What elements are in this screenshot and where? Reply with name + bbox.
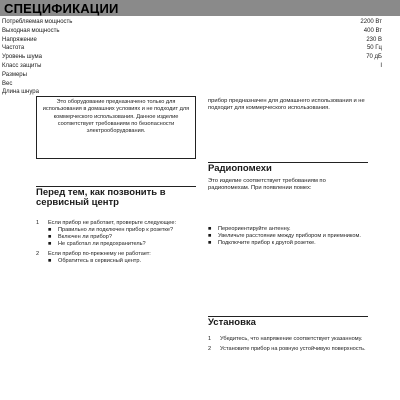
sub-item (36, 234, 196, 241)
bullet-icon: ■ (208, 226, 212, 232)
spec-row (0, 36, 400, 45)
section-title-install (208, 316, 368, 328)
bullet-icon: ■ (48, 234, 52, 240)
section-title-before-service (36, 186, 196, 208)
bullet-icon: ■ (48, 258, 52, 264)
spec-label: Напряжение (2, 36, 37, 43)
notice-text: Это оборудование предназначено только для использования в домашних условиях и не подходит для коммерческого использования. Данное изделие соответствует требованиям по безопасности электрооборудования. (42, 99, 190, 135)
item-number: 2 (36, 251, 40, 257)
list-item (208, 336, 366, 343)
spec-label: Вес (2, 80, 13, 87)
before-service-list (36, 220, 196, 265)
spec-row (0, 44, 400, 53)
spec-value: 230 В (366, 36, 382, 43)
radio-list (208, 226, 366, 247)
list-item (208, 233, 366, 240)
install-list (208, 336, 366, 353)
section-title-text: Перед тем, как позвонить в сервисный центр (36, 187, 166, 208)
sub-item-text: Правильно ли подключен прибор к розетке? (58, 227, 174, 233)
sub-item-text: Не сработал ли предохранитель? (58, 241, 146, 247)
item-text: Если прибор не работает, проверьте следующее: (48, 220, 177, 226)
spec-row (0, 71, 400, 80)
list-item (208, 346, 366, 353)
sub-item (36, 258, 196, 265)
right-intro-text: прибор предназначен для домашнего использования и не подходит для коммерческого использования. (208, 98, 365, 112)
list-item (208, 240, 366, 247)
item-text: Установите прибор на ровную устойчивую поверхность. (220, 346, 366, 352)
bullet-icon: ■ (48, 227, 52, 233)
spec-label: Уровень шума (2, 54, 42, 61)
list-item (36, 220, 196, 227)
spec-label: Длина шнура (2, 89, 39, 96)
list-item-text: Увеличьте расстояние между прибором и приемником. (218, 233, 361, 239)
list-item-text: Подключите прибор к другой розетке. (218, 240, 316, 246)
list-item (208, 226, 366, 233)
sub-item (36, 241, 196, 248)
sub-item-text: Включен ли прибор? (58, 234, 112, 240)
spec-row (0, 18, 400, 27)
bullet-icon: ■ (208, 233, 212, 239)
item-number: 2 (208, 346, 212, 352)
spec-label: Выходная мощность (2, 27, 60, 34)
spec-row (0, 27, 400, 36)
spec-header-bar (0, 0, 400, 16)
spec-title: СПЕЦИФИКАЦИИ (4, 1, 119, 16)
bullet-icon: ■ (48, 241, 52, 247)
item-text: Если прибор по-прежнему не работает: (48, 251, 151, 257)
sub-item (36, 227, 196, 234)
radio-text: Это изделие соответствует требованиям по радиопомехам. При появлении помех: (208, 178, 326, 192)
spec-label: Потребляемая мощность (2, 19, 73, 25)
list-item (36, 251, 196, 258)
spec-value: 70 дБ (366, 54, 382, 61)
item-text: Убедитесь, что напряжение соответствует указанному. (220, 336, 363, 342)
section-title-text: Установка (208, 317, 256, 328)
spec-label: Класс защиты (2, 62, 42, 69)
section-title-radio (208, 162, 368, 174)
spec-label: Размеры (2, 71, 27, 78)
spec-label: Частота (2, 45, 25, 52)
spec-value: 400 Вт (363, 27, 382, 34)
spec-row (0, 62, 400, 71)
notice-box (36, 96, 196, 159)
spec-value: I (380, 62, 382, 69)
spec-row (0, 80, 400, 89)
spec-row (0, 53, 400, 62)
sub-item-text: Обратитесь в сервисный центр. (58, 258, 142, 264)
bullet-icon: ■ (208, 240, 212, 246)
item-number: 1 (36, 220, 40, 226)
spec-value: 2200 Вт (360, 19, 382, 25)
item-number: 1 (208, 336, 212, 342)
section-title-text: Радиопомехи (208, 163, 272, 174)
spec-value: 50 Гц (366, 45, 382, 52)
spec-table (0, 18, 400, 97)
list-item-text: Переориентируйте антенну. (218, 226, 291, 232)
